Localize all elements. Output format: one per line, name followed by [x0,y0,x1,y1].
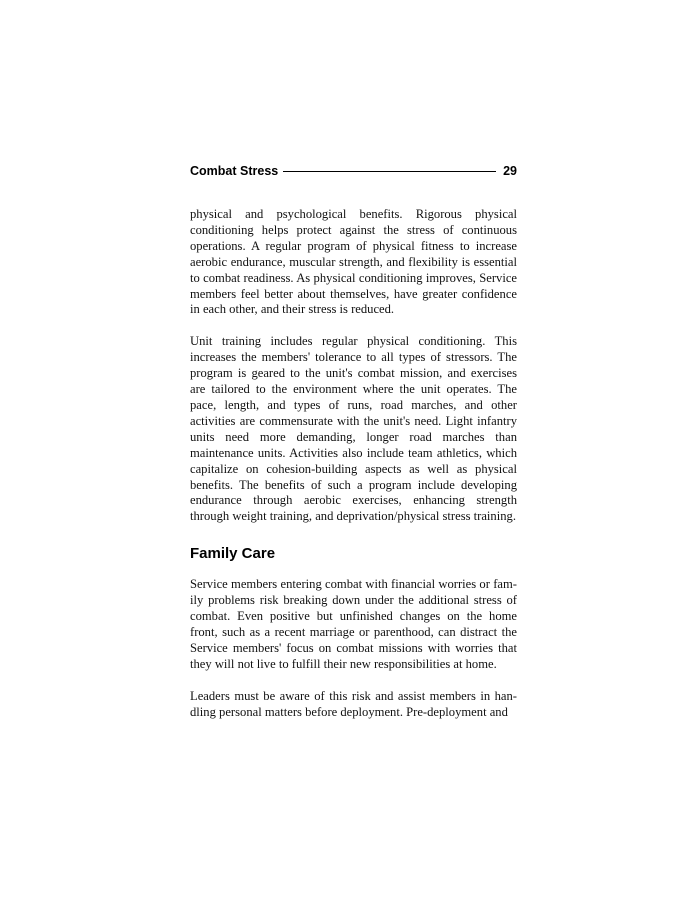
paragraph-3: Service members entering combat with financial worries or family problems risk breaking down under the additional stress of combat. Even positive but unfinished changes on the home front, such as a recent marriage or parenthood, can distract the Service members' focus on combat missions with worries that they will not live to fulfill their new responsibilities at home. [190,577,517,671]
running-title: Combat Stress [190,164,279,178]
paragraph-4: Leaders must be aware of this risk and assist members in handling personal matters before deployment. Pre-deployment and [190,688,517,719]
page-number: 29 [503,164,517,178]
paragraph-2: Unit training includes regular physical conditioning. This increases the members' tolerance to all types of stressors. The program is geared to the unit's combat mission, and exercises are tailored to the environment where the unit operates. The pace, length, and types of runs, road marches, and other activities are commensurate with the unit's need. Light infantry units need more demanding, longer road marches than maintenance units. Activities also include team athletics, which capitalize on cohesion-building aspects as well as physical benefits. The benefits of such a program include developing endurance through aerobic exercises, enhancing strength through weight training, and deprivation/physical stress training. [190,334,517,524]
running-header [190,162,517,180]
body-text [190,207,517,736]
paragraph-1: physical and psychological benefits. Rigorous physical conditioning helps protect against the stress of continuous operations. A regular program of physical fitness to increase aerobic endurance, muscular strength, and flexibility is essential to combat readiness. As physical conditioning improves, Service members feel better about themselves, have greater confidence in each other, and their stress is reduced. [190,207,517,317]
header-rule [283,171,496,172]
section-heading: Family Care [190,545,276,563]
